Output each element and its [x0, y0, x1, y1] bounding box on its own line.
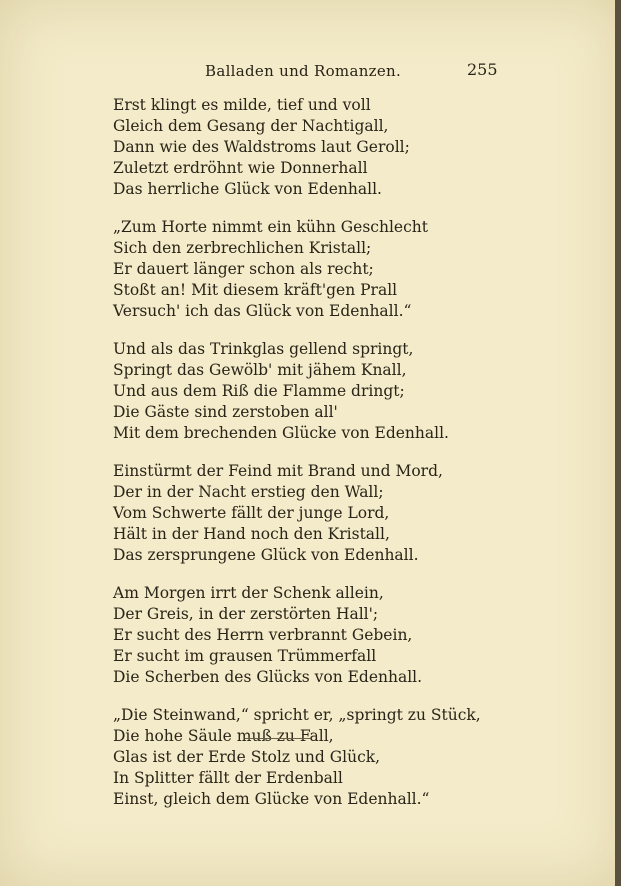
verse-line: Einstürmt der Feind mit Brand und Mord,	[113, 462, 443, 480]
verse-line: Erst klingt es milde, tief und voll	[113, 96, 371, 114]
stanza-5	[113, 583, 473, 688]
verse-line: Und als das Trinkglas gellend springt,	[113, 340, 414, 358]
verse-line: Der in der Nacht erstieg den Wall;	[113, 483, 384, 501]
verse-line: Das zersprungene Glück von Edenhall.	[113, 546, 419, 564]
verse-line: Er dauert länger schon als recht;	[113, 260, 374, 278]
verse-line: Der Greis, in der zerstörten Hall';	[113, 605, 379, 623]
verse-line: Glas ist der Erde Stolz und Glück,	[113, 748, 381, 766]
verse-line: Sich den zerbrechlichen Kristall;	[113, 239, 372, 257]
verse-line: Das herrliche Glück von Edenhall.	[113, 180, 382, 198]
verse-line: Vom Schwerte fällt der junge Lord,	[113, 504, 390, 522]
verse-line: Er sucht im grausen Trümmerfall	[113, 647, 377, 665]
verse-line: Stoßt an! Mit diesem kräft'gen Prall	[113, 281, 398, 299]
page-edge	[615, 0, 621, 886]
verse-line: Dann wie des Waldstroms laut Geroll;	[113, 138, 410, 156]
verse-line: Einst, gleich dem Glücke von Edenhall.“	[113, 790, 430, 808]
stanza-1	[113, 95, 473, 200]
verse-line: Gleich dem Gesang der Nachtigall,	[113, 117, 389, 135]
verse-line: In Splitter fällt der Erdenball	[113, 769, 343, 787]
page-number: 255	[467, 60, 498, 79]
stanza-3	[113, 339, 473, 444]
verse-line: „Die Steinwand,“ spricht er, „springt zu Stück,	[113, 706, 481, 724]
verse-line: Und aus dem Riß die Flamme dringt;	[113, 382, 405, 400]
verse-line: Springt das Gewölb' mit jähem Knall,	[113, 361, 407, 379]
verse-line: Die Gäste sind zerstoben all'	[113, 403, 338, 421]
verse-line: Mit dem brechenden Glücke von Edenhall.	[113, 424, 449, 442]
verse-line: Versuch' ich das Glück von Edenhall.“	[113, 302, 412, 320]
verse-line: „Zum Horte nimmt ein kühn Geschlecht	[113, 218, 428, 236]
poem	[113, 95, 481, 827]
stanza-4	[113, 461, 473, 566]
page-header	[0, 62, 621, 88]
verse-line: Am Morgen irrt der Schenk allein,	[113, 584, 384, 602]
verse-line: Die hohe Säule muß zu Fall,	[113, 727, 334, 745]
verse-line: Zuletzt erdröhnt wie Donnerhall	[113, 159, 368, 177]
verse-line: Er sucht des Herrn verbrannt Gebein,	[113, 626, 413, 644]
verse-line: Hält in der Hand noch den Kristall,	[113, 525, 390, 543]
stanza-6	[113, 705, 481, 810]
end-rule	[245, 738, 311, 739]
verse-line: Die Scherben des Glücks von Edenhall.	[113, 668, 423, 686]
running-title: Balladen und Romanzen.	[205, 62, 402, 80]
stanza-2	[113, 217, 473, 322]
